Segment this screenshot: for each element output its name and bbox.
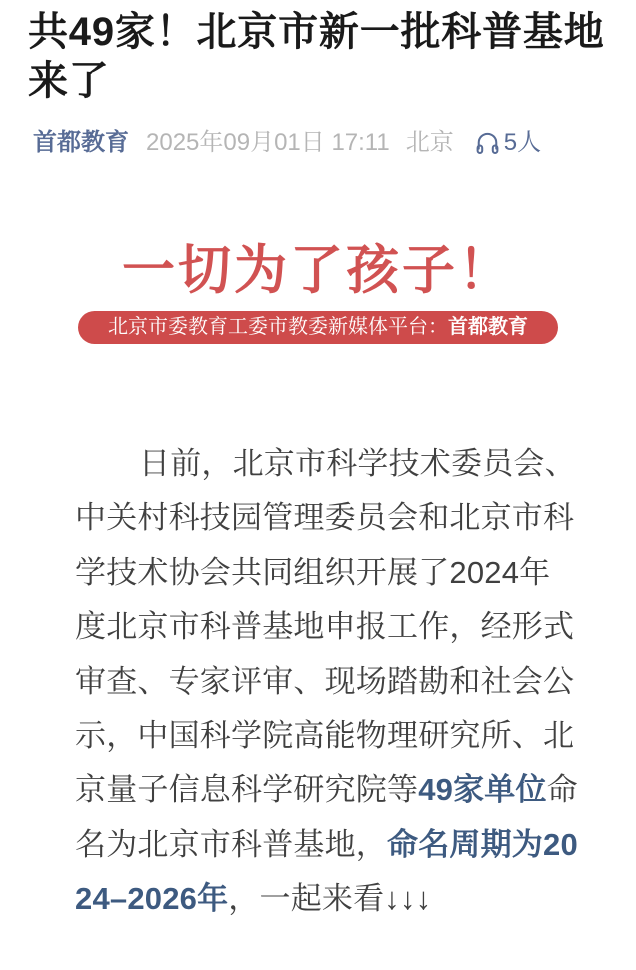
body-line	[75, 600, 578, 654]
publish-datetime: 2025年09月01日 17:11	[146, 129, 390, 156]
listen-button[interactable]	[474, 128, 541, 158]
body-line	[75, 437, 578, 491]
emphasized-text: 24–2026年	[75, 881, 229, 917]
publish-location: 北京	[405, 129, 454, 156]
body-line	[75, 491, 578, 545]
body-text: 中关村科技园管理委员会和北京市科	[75, 500, 575, 536]
banner-headline: 一切为了孩子！	[122, 241, 514, 300]
source-account-link[interactable]: 首都教育	[33, 129, 129, 156]
listen-count: 5人	[503, 129, 542, 156]
banner-image[interactable]	[0, 241, 636, 344]
body-text: ，一起来看↓↓↓	[228, 881, 432, 917]
body-line	[75, 818, 578, 872]
body-line	[75, 709, 578, 763]
body-text: 名为北京市科普基地，	[75, 826, 387, 862]
body-line	[75, 655, 578, 709]
body-text: 日前，北京市科学技术委员会、	[139, 446, 576, 481]
emphasized-text: 命名周期为20	[387, 826, 578, 862]
body-text: 度北京市科普基地申报工作，经形式	[75, 609, 575, 645]
body-text: 命	[546, 772, 578, 808]
article-body	[75, 437, 578, 927]
banner-strip	[78, 311, 558, 344]
emphasized-text: 49家单位	[418, 772, 547, 808]
body-line	[75, 763, 578, 817]
banner-strip-highlight: 首都教育	[448, 316, 528, 338]
headphones-icon	[474, 130, 504, 157]
article-title: 共49家！北京市新一批科普基地来了	[28, 10, 605, 103]
body-text: 学技术协会共同组织开展了2024年	[75, 554, 551, 590]
body-text: 京量子信息科学研究院等	[75, 772, 419, 808]
article-meta	[33, 128, 608, 158]
body-text: 审查、专家评审、现场踏勘和社会公	[75, 663, 575, 699]
body-line	[75, 872, 578, 926]
body-text: 示，中国科学院高能物理研究所、北	[75, 718, 575, 754]
body-line	[75, 546, 578, 600]
banner-strip-text: 北京市委教育工委市教委新媒体平台：	[108, 316, 448, 338]
